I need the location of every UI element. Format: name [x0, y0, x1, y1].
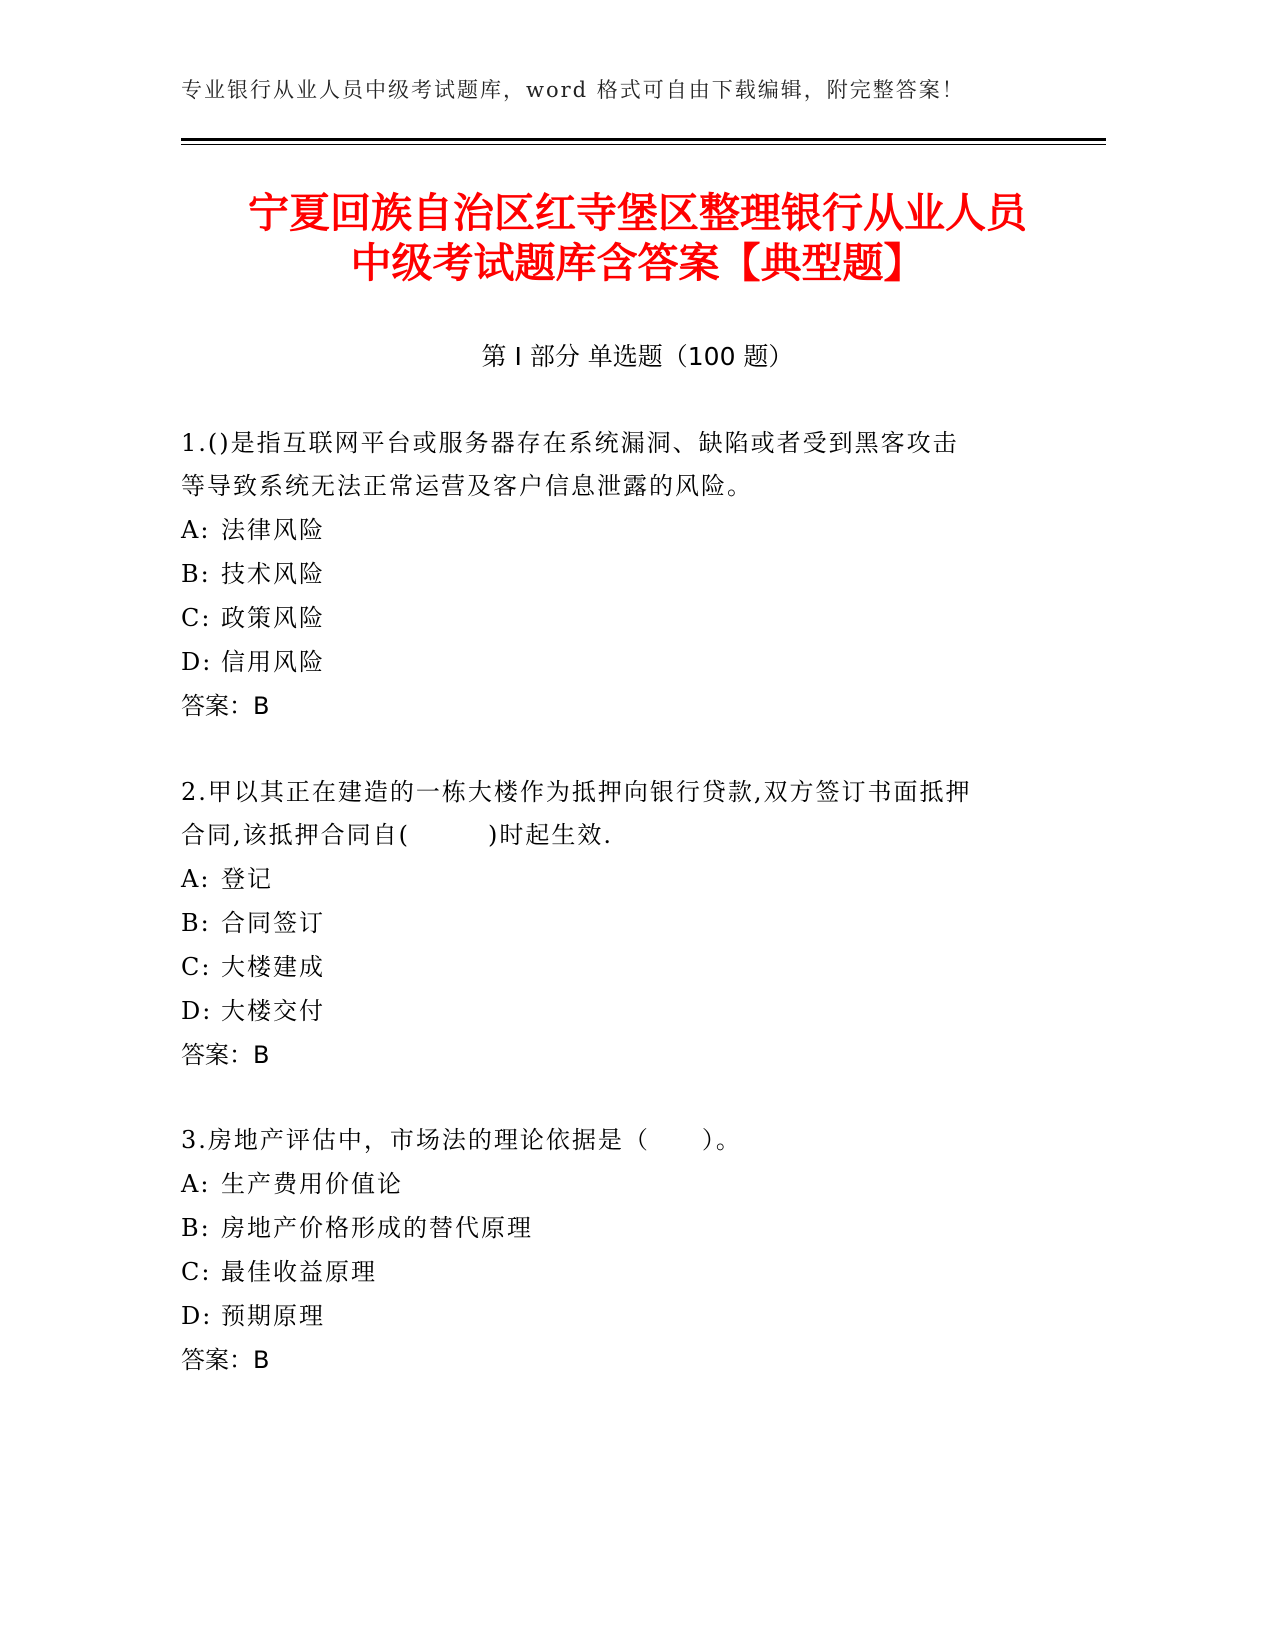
- question-stem-line: 3.房地产评估中，市场法的理论依据是（ ）。: [181, 1126, 742, 1154]
- option-b: [181, 1206, 1061, 1250]
- option-a: [181, 508, 1061, 552]
- option-letter: B:: [181, 909, 211, 937]
- question-stem-line: 合同,该抵押合同自( )时起生效.: [181, 821, 613, 849]
- option-letter: A:: [181, 1170, 211, 1198]
- option-letter: A:: [181, 516, 211, 544]
- option-letter: D:: [181, 997, 213, 1025]
- option-letter: C:: [181, 1258, 212, 1286]
- question-1: [181, 422, 1061, 728]
- option-text: 预期原理: [221, 1302, 325, 1330]
- option-text: 房地产价格形成的替代原理: [221, 1214, 533, 1242]
- question-stem-line: 等导致系统无法正常运营及客户信息泄露的风险。: [181, 472, 753, 500]
- question-2: [181, 771, 1061, 1077]
- option-d: [181, 989, 1061, 1033]
- option-letter: A:: [181, 865, 211, 893]
- option-c: [181, 1250, 1061, 1294]
- option-text: 合同签订: [221, 909, 325, 937]
- document-title: [150, 188, 1125, 288]
- option-letter: B:: [181, 560, 211, 588]
- option-text: 政策风险: [221, 604, 325, 632]
- section-heading: 第 I 部分 单选题（100 题）: [481, 342, 794, 371]
- option-a: [181, 1162, 1061, 1206]
- question-stem-line: 1.()是指互联网平台或服务器存在系统漏洞、缺陷或者受到黑客攻击: [181, 429, 959, 457]
- option-text: 登记: [221, 865, 273, 893]
- header-note: 专业银行从业人员中级考试题库，word 格式可自由下载编辑，附完整答案！: [181, 78, 965, 102]
- document-title-line-1: 宁夏回族自治区红寺堡区整理银行从业人员: [248, 189, 1027, 237]
- option-text: 信用风险: [221, 648, 325, 676]
- option-text: 生产费用价值论: [221, 1170, 403, 1198]
- option-text: 大楼建成: [221, 953, 325, 981]
- option-a: [181, 857, 1061, 901]
- answer-line: 答案：B: [181, 692, 270, 720]
- question-stem: [181, 771, 1061, 857]
- question-stem: [181, 422, 1061, 508]
- option-text: 大楼交付: [221, 997, 325, 1025]
- document-title-line-2: 中级考试题库含答案【典型题】: [350, 239, 925, 287]
- header-rule-thin: [181, 144, 1106, 145]
- option-d: [181, 1294, 1061, 1338]
- option-letter: D:: [181, 1302, 213, 1330]
- answer-line: 答案：B: [181, 1041, 270, 1069]
- option-b: [181, 901, 1061, 945]
- option-letter: C:: [181, 953, 212, 981]
- option-letter: D:: [181, 648, 213, 676]
- option-text: 法律风险: [221, 516, 325, 544]
- option-c: [181, 596, 1061, 640]
- option-letter: B:: [181, 1214, 211, 1242]
- option-d: [181, 640, 1061, 684]
- header-rule-thick: [181, 138, 1106, 141]
- option-text: 技术风险: [221, 560, 325, 588]
- option-text: 最佳收益原理: [221, 1258, 377, 1286]
- question-stem-line: 2.甲以其正在建造的一栋大楼作为抵押向银行贷款,双方签订书面抵押: [181, 778, 972, 806]
- answer-line: 答案：B: [181, 1346, 270, 1374]
- option-letter: C:: [181, 604, 212, 632]
- question-stem: [181, 1119, 1061, 1162]
- question-3: [181, 1119, 1061, 1382]
- option-c: [181, 945, 1061, 989]
- option-b: [181, 552, 1061, 596]
